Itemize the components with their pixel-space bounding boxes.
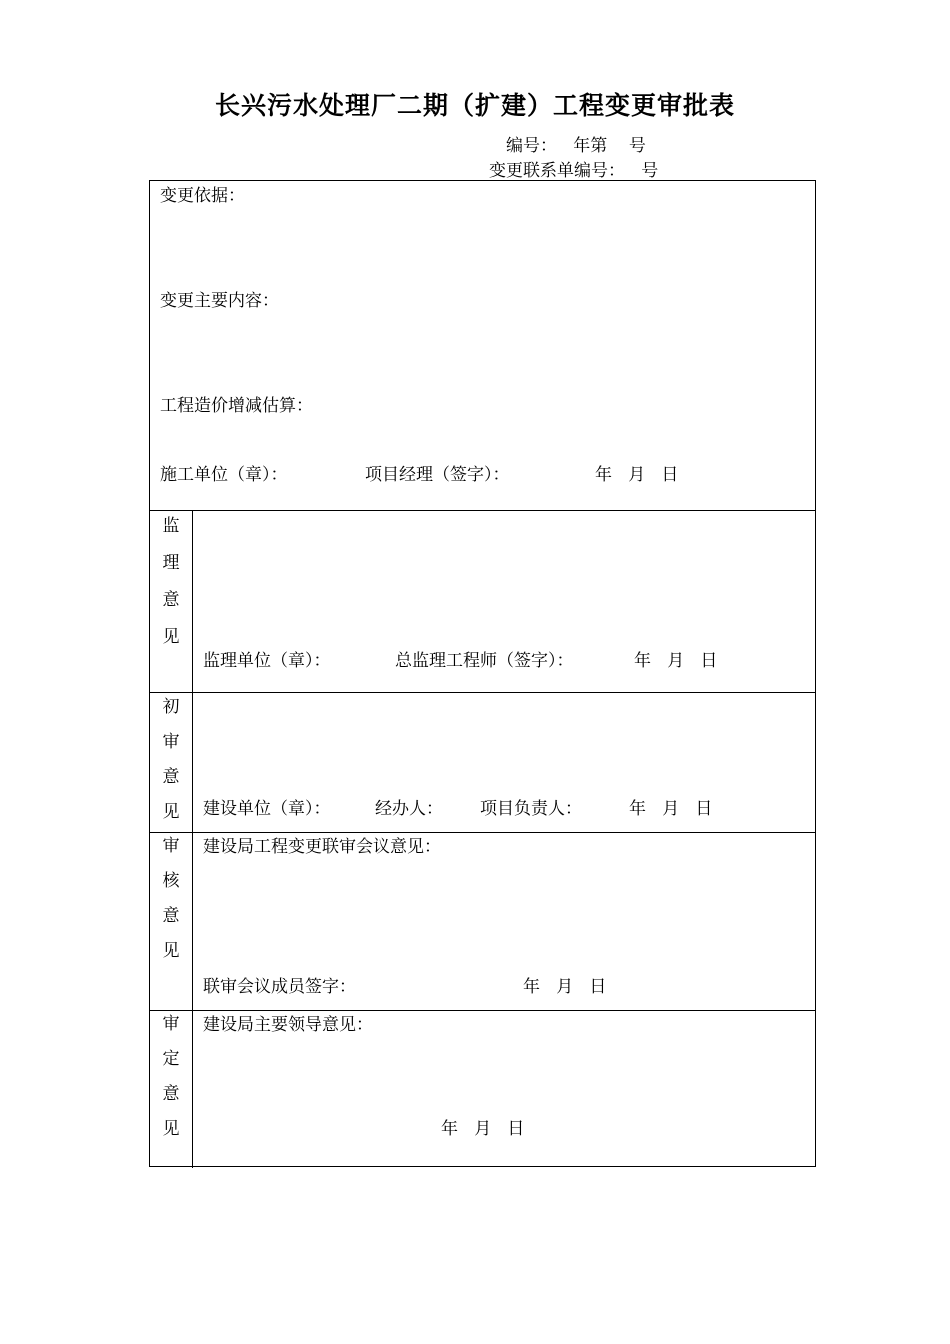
date-label: 年 月 日 — [634, 651, 718, 671]
form-title: 长兴污水处理厂二期（扩建）工程变更审批表 — [214, 91, 735, 120]
row-divider — [150, 832, 815, 833]
date-label: 年 月 日 — [595, 465, 679, 485]
final-opinion-label: 审 定 意 见 — [162, 1014, 180, 1139]
change-basis-label: 变更依据： — [160, 186, 245, 206]
approval-table — [149, 180, 816, 1167]
form-number: 编号： 年第 号 — [506, 136, 646, 156]
column-divider — [192, 510, 193, 1168]
date-label: 年 月 日 — [523, 977, 607, 997]
handler-label: 经办人： — [375, 799, 443, 819]
supervision-opinion-label: 监 理 意 见 — [162, 516, 180, 647]
joint-review-opinion-label: 建设局工程变更联审会议意见： — [203, 837, 441, 857]
chief-engineer-label: 总监理工程师（签字）： — [395, 651, 574, 671]
members-sign-label: 联审会议成员签字： — [203, 977, 356, 997]
date-label: 年 月 日 — [629, 799, 713, 819]
row-divider — [150, 510, 815, 511]
project-manager-label: 项目经理（签字）： — [365, 465, 510, 485]
review-opinion-label: 审 核 意 见 — [162, 836, 180, 961]
construction-unit-label: 施工单位（章）： — [160, 465, 288, 485]
row-divider — [150, 1010, 815, 1011]
contact-sheet-number: 变更联系单编号： 号 — [489, 161, 659, 181]
leader-opinion-label: 建设局主要领导意见： — [203, 1015, 373, 1035]
owner-unit-label: 建设单位（章）： — [203, 799, 331, 819]
date-label: 年 月 日 — [441, 1119, 525, 1139]
preliminary-opinion-label: 初 审 意 见 — [162, 697, 180, 822]
supervision-unit-label: 监理单位（章）： — [203, 651, 331, 671]
row-divider — [150, 692, 815, 693]
change-content-label: 变更主要内容： — [160, 291, 279, 311]
project-leader-label: 项目负责人： — [480, 799, 582, 819]
cost-estimate-label: 工程造价增减估算： — [160, 396, 313, 416]
